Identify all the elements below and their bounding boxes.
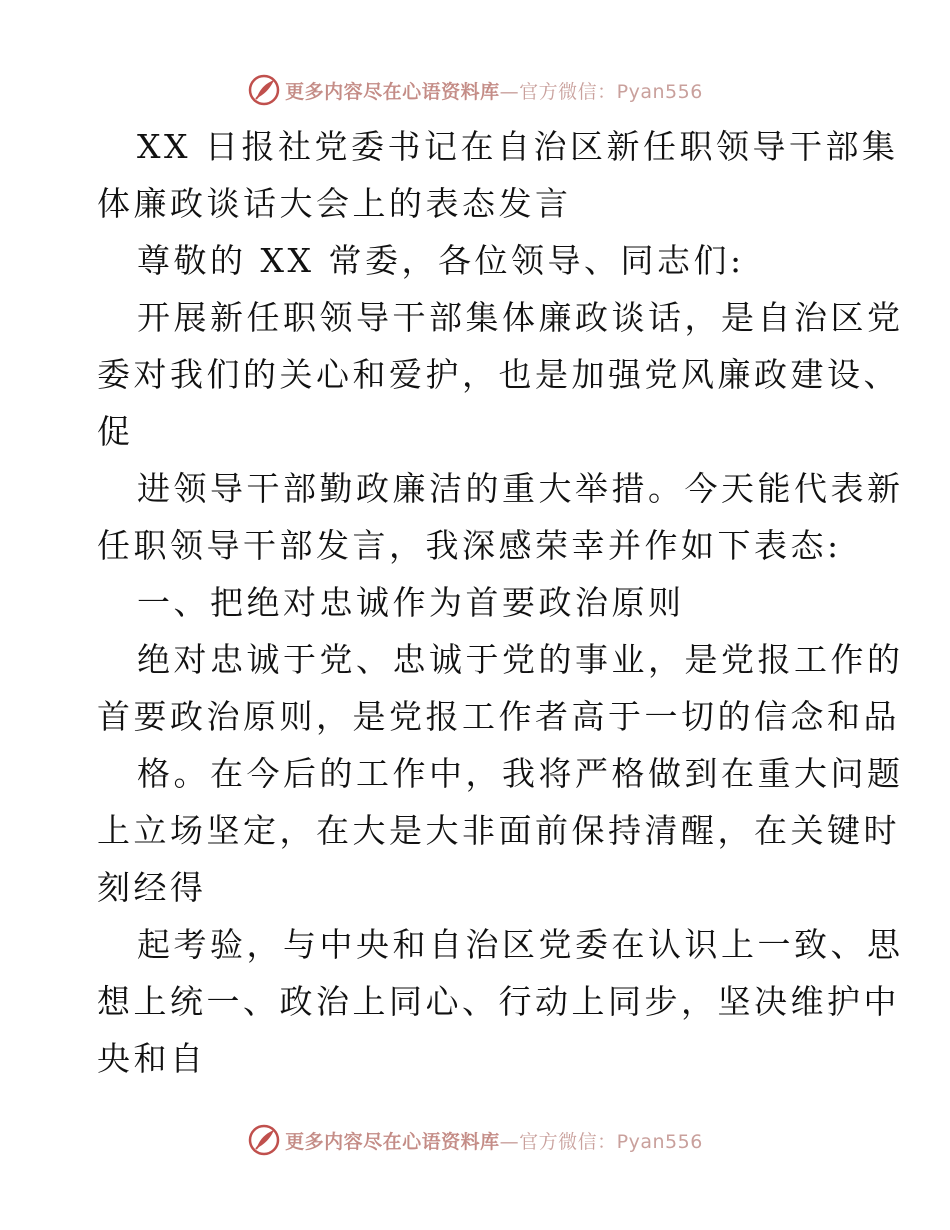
doc-line: XX 日报社党委书记在自治区新任职领导干部集 xyxy=(137,126,899,166)
doc-line: 进领导干部勤政廉洁的重大举措。今天能代表新 xyxy=(137,468,904,508)
doc-line: 体廉政谈话大会上的表态发言 xyxy=(97,183,572,223)
doc-line: 起考验，与中央和自治区党委在认识上一致、思 xyxy=(137,924,904,964)
watermark-text xyxy=(285,77,703,104)
watermark-main: 更多内容尽在心语资料库 xyxy=(285,1130,500,1153)
watermark-wechat: 官方微信：Pyan556 xyxy=(519,80,703,103)
doc-line: 一、把绝对忠诚作为首要政治原则 xyxy=(137,582,685,622)
watermark-text xyxy=(285,1127,703,1154)
watermark-main: 更多内容尽在心语资料库 xyxy=(285,80,500,103)
doc-line: 尊敬的 XX 常委，各位领导、同志们: xyxy=(137,240,745,280)
doc-line: 促 xyxy=(97,411,134,451)
quill-logo-icon xyxy=(247,1123,281,1157)
doc-line: 上立场坚定，在大是大非面前保持清醒，在关键时 xyxy=(97,810,900,850)
watermark-banner-bottom xyxy=(0,1120,950,1160)
doc-line: 想上统一、政治上同心、行动上同步，坚决维护中 xyxy=(97,981,900,1021)
doc-line: 首要政治原则，是党报工作者高于一切的信念和品 xyxy=(97,696,900,736)
quill-logo-icon xyxy=(247,73,281,107)
watermark-dash: — xyxy=(499,80,520,103)
doc-line: 绝对忠诚于党、忠诚于党的事业，是党报工作的 xyxy=(137,639,904,679)
doc-line: 格。在今后的工作中，我将严格做到在重大问题 xyxy=(137,753,904,793)
doc-line: 刻经得 xyxy=(97,867,207,907)
watermark-wechat: 官方微信：Pyan556 xyxy=(519,1130,703,1153)
watermark-banner-top xyxy=(0,70,950,110)
doc-line: 委对我们的关心和爱护，也是加强党风廉政建设、 xyxy=(97,354,900,394)
document-body xyxy=(97,118,904,1087)
doc-line: 开展新任职领导干部集体廉政谈话，是自治区党 xyxy=(137,297,904,337)
doc-line: 任职领导干部发言，我深感荣幸并作如下表态: xyxy=(97,525,842,565)
watermark-dash: — xyxy=(499,1130,520,1153)
doc-line: 央和自 xyxy=(97,1038,207,1078)
